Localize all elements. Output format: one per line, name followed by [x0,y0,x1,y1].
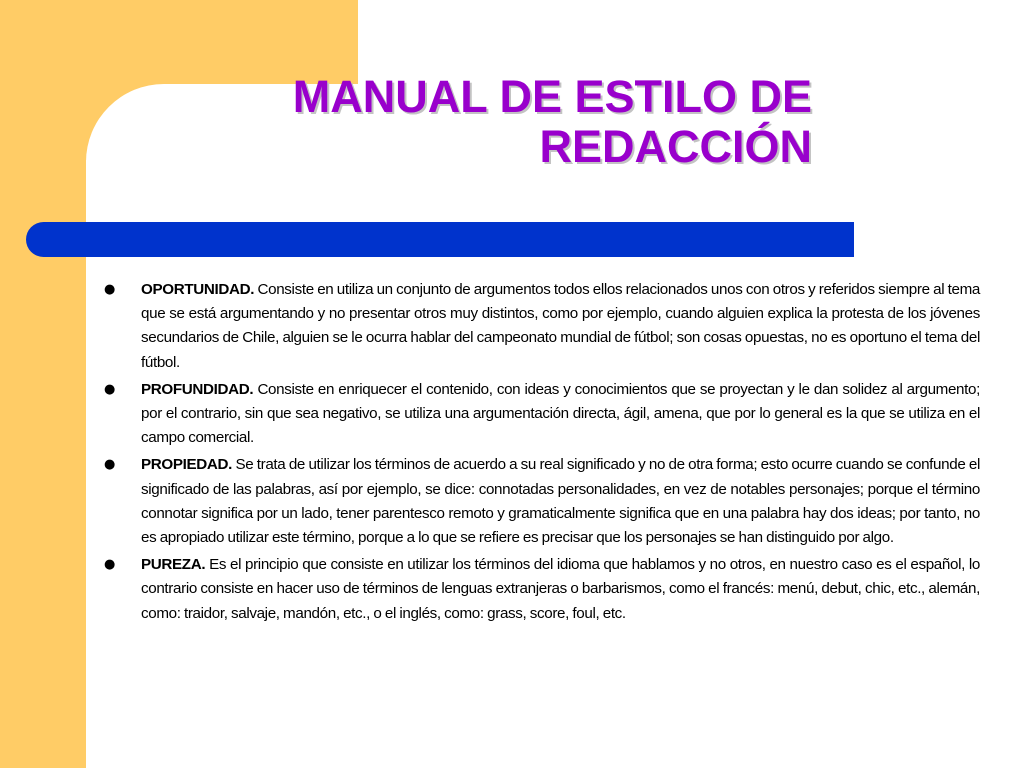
slide-title [293,72,812,172]
list-item [104,453,980,550]
bullet-description: Se trata de utilizar los términos de acuerdo a su real significado y no de otra forma; esto ocurre cuando se confunde el significado de las palabras, así por ejemplo, se dice: connotadas personalidades, en vez de notables personajes; porque el término connotar significa por un lado, tener parentesco remoto y gramaticalmente significa que en una palabra hay dos ideas; por tanto, no es apropiado utilizar este término, porque a lo que se refiere es precisar que los personajes se han distinguido por algo. [141,456,980,547]
bullet-text [141,453,980,550]
bullet-term: PROPIEDAD. [141,456,233,474]
bullet-term: PROFUNDIDAD. [141,380,254,398]
bullet-description: Consiste en enriquecer el contenido, con ideas y conocimientos que se proyectan y le dan solidez al argumento; por el contrario, sin que sea negativo, se utiliza una argumentación directa, ágil, amena, que por lo general es la que se utiliza en el campo comercial. [141,380,980,447]
bullet-description: Consiste en utiliza un conjunto de argumentos todos ellos relacionados unos con otros y referidos siempre al tema que se está argumentando y no presentar otros muy distintos, como por ejemplo, cuando alguien explica la protesta de los jóvenes secundarios de Chile, alguien se le ocurra hablar del campeonato mundial de fútbol; son cosas opuestas, no es oportuno el tema del fútbol. [141,281,980,371]
bullet-text [141,553,980,626]
slide-title-line-1: MANUAL DE ESTILO DE [292,71,812,122]
slide-title-line-2: REDACCIÓN [539,121,812,172]
bullet-list [104,278,980,629]
bullet-dot-icon: ● [104,457,116,473]
bullet-description: Es el principio que consiste en utilizar los términos del idioma que hablamos y no otros, en nuestro caso es el español, lo contrario consiste en hacer uso de términos de lenguas extranjeras o barbarismos, como el francés: menú, debut, chic, etc., alemán, como: traidor, salvaje, mandón, etc., o el inglés, como: grass, score, foul, etc. [141,556,980,622]
list-item [104,553,980,626]
list-item [104,278,980,375]
bullet-text [141,378,980,451]
bullet-dot-icon: ● [104,381,116,397]
title-divider-bar [26,222,854,257]
list-item [104,378,980,451]
bullet-term: PUREZA. [141,556,206,574]
bullet-term: OPORTUNIDAD. [141,281,255,298]
bullet-dot-icon: ● [104,282,116,297]
bullet-dot-icon: ● [104,557,116,573]
bullet-text [141,278,980,375]
